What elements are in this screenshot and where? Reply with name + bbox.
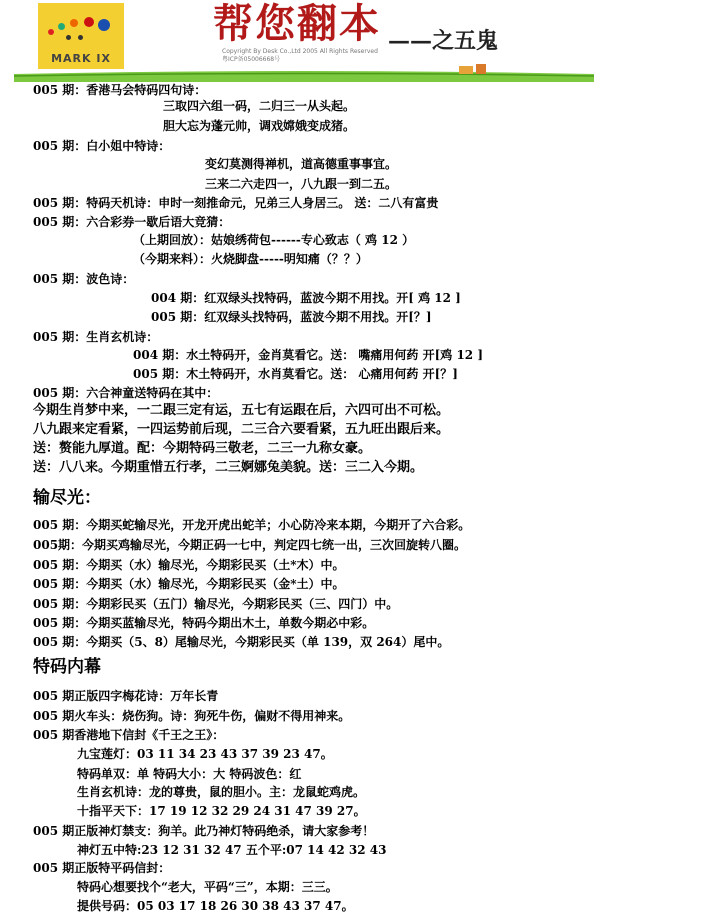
- text-line: 变幻莫测得禅机，道高德重事事宜。: [205, 157, 398, 171]
- text-line: 八九跟来定看紧，一四运势前后现，二三合六要看紧，五九旺出跟后来。: [33, 422, 450, 437]
- text-line: 005 期：特码天机诗：申时一刻推命元，兄弟三人身居三。 送：二八有富贵: [33, 196, 439, 210]
- text-line: 三来二六走四一，八九跟一到二五。: [205, 177, 398, 191]
- text-line: 提供号码：05 03 17 18 26 30 38 43 37 47。: [77, 899, 354, 913]
- text-line: 005 期正版神灯禁支：狗羊。此乃神灯特码绝杀，请大家参考！: [33, 824, 375, 838]
- text-line: 004 期：水土特码开，金肖莫看它。送： 嘴痛用何药 开[鸡 12 ]: [133, 348, 483, 362]
- text-line: 005 期：今期买（水）输尽光，今期彩民买（土*木）中。: [33, 558, 345, 572]
- text-line: 005 期正版四字梅花诗：万年长青: [33, 689, 219, 703]
- icp-line: 粤ICP备05006668号: [222, 56, 281, 63]
- text-line: 三取四六组一码，二归三一从头起。: [163, 99, 356, 113]
- text-line: 005 期正版特平码信封：: [33, 861, 171, 875]
- page-title: 帮您翻本: [213, 0, 381, 47]
- text-line: 005 期香港地下信封《千王之王》：: [33, 728, 225, 742]
- text-line: 005 期：红双绿头找特码，蓝波今期不用找。开[？]: [151, 310, 432, 324]
- text-line: 004 期：红双绿头找特码，蓝波今期不用找。开[ 鸡 12 ]: [151, 291, 461, 305]
- text-line: 生肖玄机诗：龙的尊贵，鼠的胆小。主：龙鼠蛇鸡虎。: [77, 785, 366, 799]
- text-line: 005 期：六合神童送特码在其中：: [33, 386, 219, 400]
- text-line: 005 期：六合彩券一歇后语大竞猜：: [33, 215, 231, 229]
- grass-divider-icon: [14, 62, 594, 82]
- text-line: 特码心想要找个“老大，平码“三”，本期：三三。: [77, 880, 338, 894]
- copyright-line: Copyright By Desk Co.,Ltd 2005 All Rights Reserved: [222, 48, 378, 55]
- text-line: 特码单双：单 特码大小：大 特码波色：红: [77, 767, 302, 781]
- text-line: 送：八八来。今期重惜五行孝，二三婀娜兔美貌。送：三二入今期。: [33, 460, 424, 475]
- text-line: 005 期：香港马会特码四句诗：: [33, 83, 207, 97]
- page-subtitle: ——之五鬼: [388, 28, 499, 54]
- text-line: 005 期：生肖玄机诗：: [33, 330, 159, 344]
- section-heading: 输尽光：: [33, 488, 101, 508]
- text-line: （今期来料）：火烧脚盘-----明知痛（？？）: [133, 252, 368, 266]
- text-line: 005 期：今期买蓝输尽光，特码今期出木土，单数今期必中彩。: [33, 616, 375, 630]
- text-line: 005期：今期买鸡输尽光，今期正码一七中，判定四七统一出，三次回旋转八圈。: [33, 538, 467, 552]
- text-line: 胆大忘为蓬元帅，调戏嫦娥变成猪。: [163, 119, 356, 133]
- text-line: 今期生肖梦中来，一二跟三定有运，五七有运跟在后，六四可出不可松。: [33, 403, 450, 418]
- text-line: 005 期：今期买（水）输尽光，今期彩民买（金*土）中。: [33, 577, 345, 591]
- logo-dots-icon: [46, 13, 116, 43]
- header-banner: [0, 0, 720, 82]
- text-line: 005 期：今期彩民买（五门）输尽光，今期彩民买（三、四门）中。: [33, 597, 399, 611]
- text-line: 送：赘能九厚道。配：今期特码三敬老，二三一九称女豪。: [33, 441, 372, 456]
- logo: [38, 3, 124, 69]
- text-line: 九宝莲灯：03 11 34 23 43 37 39 23 47。: [77, 747, 333, 761]
- text-line: 005 期：今期买（5、8）尾输尽光，今期彩民买（单 139，双 264）尾中。: [33, 635, 450, 649]
- text-line: （上期回放）：姑娘绣荷包------专心致志（ 鸡 12 ）: [133, 233, 415, 247]
- logo-text: MARK IX: [51, 52, 111, 65]
- section-heading: 特码内幕: [33, 657, 101, 677]
- text-line: 005 期：白小姐中特诗：: [33, 139, 171, 153]
- text-line: 神灯五中特:23 12 31 32 47 五个平:07 14 42 32 43: [77, 843, 387, 857]
- text-line: 十指平天下：17 19 12 32 29 24 31 47 39 27。: [77, 804, 366, 818]
- text-line: 005 期：木土特码开，水肖莫看它。送： 心痛用何药 开[？]: [133, 367, 458, 381]
- text-line: 005 期：波色诗：: [33, 272, 135, 286]
- text-line: 005 期火车头：烧伤狗。诗：狗死牛伤，偏财不得用神来。: [33, 709, 351, 723]
- text-line: 005 期：今期买蛇输尽光，开龙开虎出蛇羊；小心防冷来本期，今期开了六合彩。: [33, 518, 471, 532]
